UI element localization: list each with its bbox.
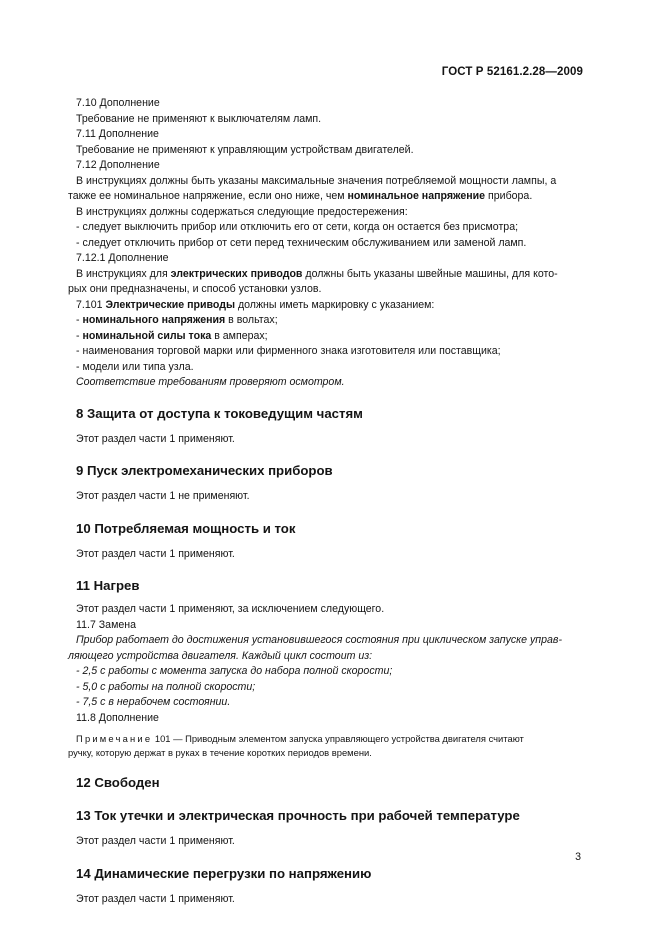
- clause-7-10-text: Требование не применяют к выключателям ламп.: [76, 112, 322, 125]
- clause-11-7-line1: Прибор работает до достижения установившегося состояния при циклическом запуске управ-: [76, 634, 562, 646]
- section-8-text: Этот раздел части 1 применяют.: [76, 432, 235, 445]
- page-number: 3: [575, 851, 581, 863]
- list-item: - 7,5 с в нерабочем состоянии.: [76, 696, 231, 708]
- clause-7-10-heading: 7.10 Дополнение: [76, 97, 160, 109]
- clause-7-12-1-line1: В инструкциях для электрических приводов должны быть указаны швейные машины, для кото-: [76, 267, 558, 280]
- list-item: - номинальной силы тока в амперах;: [76, 329, 268, 342]
- clause-7-12-heading: 7.12 Дополнение: [76, 159, 160, 171]
- defined-term: электрических приводов: [170, 267, 303, 280]
- section-8-title: 8 Защита от доступа к токоведущим частям: [76, 405, 363, 421]
- defined-term: Электрические приводы: [105, 298, 235, 311]
- clause-7-101: 7.101 Электрические приводы должны иметь маркировку с указанием:: [76, 298, 435, 311]
- section-13-text: Этот раздел части 1 применяют.: [76, 835, 235, 847]
- list-item: - наименования торговой марки или фирменного знака изготовителя или поставщика;: [76, 345, 501, 357]
- clause-11-7-heading: 11.7 Замена: [76, 618, 136, 631]
- note-line2: ручку, которую держат в руках в течение коротких периодов времени.: [68, 747, 372, 758]
- list-item: - 5,0 с работы на полной скорости;: [76, 680, 256, 693]
- document-body: [68, 96, 585, 907]
- list-item: - следует отключить прибор от сети перед техническим обслуживанием или заменой ламп.: [76, 236, 527, 249]
- section-9-title: 9 Пуск электромеханических приборов: [76, 463, 333, 478]
- clause-7-12-1-heading: 7.12.1 Дополнение: [76, 252, 169, 264]
- section-14-title: 14 Динамические перегрузки по напряжению: [76, 865, 372, 881]
- section-10-title: 10 Потребляемая мощность и ток: [76, 520, 296, 536]
- section-10-text: Этот раздел части 1 применяют.: [76, 547, 235, 560]
- note-label: Примечание: [76, 733, 153, 744]
- clause-7-11-text: Требование не применяют к управляющим устройствам двигателей.: [76, 143, 414, 156]
- clause-11-8-heading: 11.8 Дополнение: [76, 711, 159, 724]
- clause-7-12-para1-line2: также ее номинальное напряжение, если оно ниже, чем номинальное напряжение прибора.: [68, 190, 533, 202]
- list-item: - номинального напряжения в вольтах;: [76, 314, 278, 326]
- clause-7-12-para2: В инструкциях должны содержаться следующие предостережения:: [76, 205, 408, 218]
- section-12-title: 12 Свободен: [76, 775, 160, 790]
- section-13-title: 13 Ток утечки и электрическая прочность при рабочей температуре: [76, 808, 520, 823]
- section-11-title: 11 Нагрев: [76, 578, 140, 593]
- clause-11-7-line2: ляющего устройства двигателя. Каждый цикл состоит из:: [68, 649, 373, 662]
- compliance-note: Соответствие требованиям проверяют осмотром.: [76, 376, 345, 388]
- list-item: - следует выключить прибор или отключить его от сети, когда он остается без присмотра;: [76, 221, 519, 233]
- section-11-text: Этот раздел части 1 применяют, за исключением следующего.: [76, 603, 385, 615]
- clause-7-11-heading: 7.11 Дополнение: [76, 128, 159, 140]
- section-14-text: Этот раздел части 1 применяют.: [76, 892, 235, 905]
- list-item: - 2,5 с работы с момента запуска до набора полной скорости;: [76, 665, 393, 677]
- defined-term: номинальное напряжение: [347, 190, 486, 202]
- note-line1: Примечание 101 — Приводным элементом запуска управляющего устройства двигателя считают: [76, 733, 524, 744]
- list-item: - модели или типа узла.: [76, 360, 194, 373]
- section-9-text: Этот раздел части 1 не применяют.: [76, 490, 250, 502]
- clause-7-12-para1-line1: В инструкциях должны быть указаны максимальные значения потребляемой мощности лампы, а: [76, 174, 557, 187]
- clause-7-12-1-line2: рых они предназначены, и способ установки узлов.: [68, 283, 322, 295]
- document-code: ГОСТ Р 52161.2.28—2009: [441, 66, 583, 78]
